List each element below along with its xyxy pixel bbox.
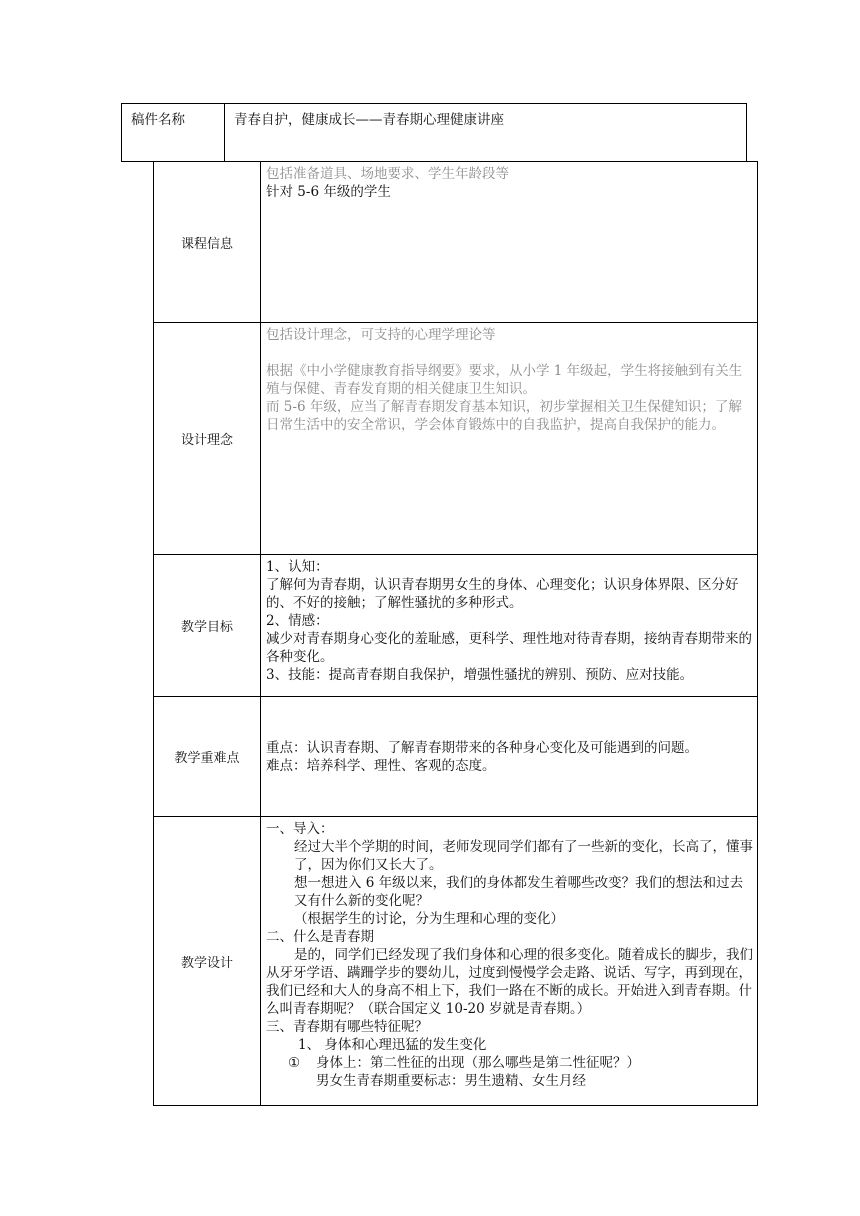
objectives-emotion-title: 2、情感： xyxy=(266,613,329,629)
section-intro-title: 一、导入： xyxy=(266,821,334,837)
course-info-label: 课程信息 xyxy=(154,162,261,323)
lesson-plan-table xyxy=(153,161,758,1106)
row-teaching-design xyxy=(154,817,758,1106)
key-points-difficulty: 难点：培养科学、理性、客观的态度。 xyxy=(266,758,496,774)
section-features-item1: 1、 身体和心理迅猛的发生变化 xyxy=(298,1037,487,1053)
objectives-label: 教学目标 xyxy=(154,555,261,697)
section-puberty-title: 二、什么是青春期 xyxy=(266,929,374,945)
row-course-info xyxy=(154,162,758,323)
section-intro-p1: 经过大半个学期的时间，老师发现同学们都有了一些新的变化，长高了，懂事了，因为你们又长大了。 xyxy=(294,839,753,873)
title-value: 青春自护，健康成长——青春期心理健康讲座 xyxy=(234,112,504,128)
row-objectives xyxy=(154,555,758,697)
teaching-design-label: 教学设计 xyxy=(154,817,261,1106)
section-features-circle1-text: 身体上：第二性征的出现（那么哪些是第二性征呢？） xyxy=(316,1055,640,1071)
section-features-circle1 xyxy=(266,1054,753,1072)
row-design-concept xyxy=(154,323,758,555)
section-intro-p2: 想一想进入 6 年级以来，我们的身体都发生着哪些改变？我们的想法和过去又有什么新的变化呢？ xyxy=(294,875,744,909)
key-points-focus: 重点：认识青春期、了解青春期带来的各种身心变化及可能遇到的问题。 xyxy=(266,740,698,756)
section-features-circle1-note: 男女生青春期重要标志：男生遗精、女生月经 xyxy=(316,1073,586,1089)
design-concept-label: 设计理念 xyxy=(154,323,261,555)
design-concept-p2: 而 5-6 年级，应当了解青春期发育基本知识，初步掌握相关卫生保健知识；了解日常生活中的安全常识，学会体育锻炼中的自我监护，提高自我保护的能力。 xyxy=(266,399,742,433)
title-row xyxy=(121,103,747,162)
course-info-content xyxy=(261,162,758,323)
course-info-hint: 包括准备道具、场地要求、学生年龄段等 xyxy=(266,166,509,182)
objectives-content xyxy=(261,555,758,697)
section-puberty-p1: 是的，同学们已经发现了我们身体和心理的很多变化。随着成长的脚步，我们从牙牙学语、蹒跚学步的婴幼儿，过度到慢慢学会走路、说话、写字，再到现在，我们已经和大人的身高不相上下，我们一路在不断的成长。开始进入到青春期。什么叫青春期呢？（联合国定义 10-20 岁就是青春期。） xyxy=(266,947,753,1017)
key-points-label: 教学重难点 xyxy=(154,697,261,817)
title-label: 稿件名称 xyxy=(122,104,225,161)
section-features-title: 三、青春期有哪些特征呢？ xyxy=(266,1019,428,1035)
objectives-skill-text: 3、技能：提高青春期自我保护，增强性骚扰的辨别、预防、应对技能。 xyxy=(266,667,694,683)
key-points-content xyxy=(261,697,758,817)
course-info-text: 针对 5-6 年级的学生 xyxy=(266,184,391,200)
design-concept-content xyxy=(261,323,758,555)
row-key-points xyxy=(154,697,758,817)
objectives-emotion-text: 减少对青春期身心变化的羞耻感，更科学、理性地对待青春期，接纳青春期带来的各种变化。 xyxy=(266,631,752,665)
objectives-cognition-text: 了解何为青春期，认识青春期男女生的身体、心理变化；认识身体界限、区分好的、不好的接触；了解性骚扰的多种形式。 xyxy=(266,577,739,611)
objectives-cognition-title: 1、认知： xyxy=(266,559,329,575)
teaching-design-content xyxy=(261,817,758,1106)
design-concept-hint: 包括设计理念，可支持的心理学理论等 xyxy=(266,327,496,343)
circled-number-mark: ① xyxy=(288,1055,301,1071)
design-concept-p1: 根据《中小学健康教育指导纲要》要求，从小学 1 年级起，学生将接触到有关生殖与保健、青春发育期的相关健康卫生知识。 xyxy=(266,363,743,397)
section-intro-p3: （根据学生的讨论，分为生理和心理的变化） xyxy=(294,911,564,927)
